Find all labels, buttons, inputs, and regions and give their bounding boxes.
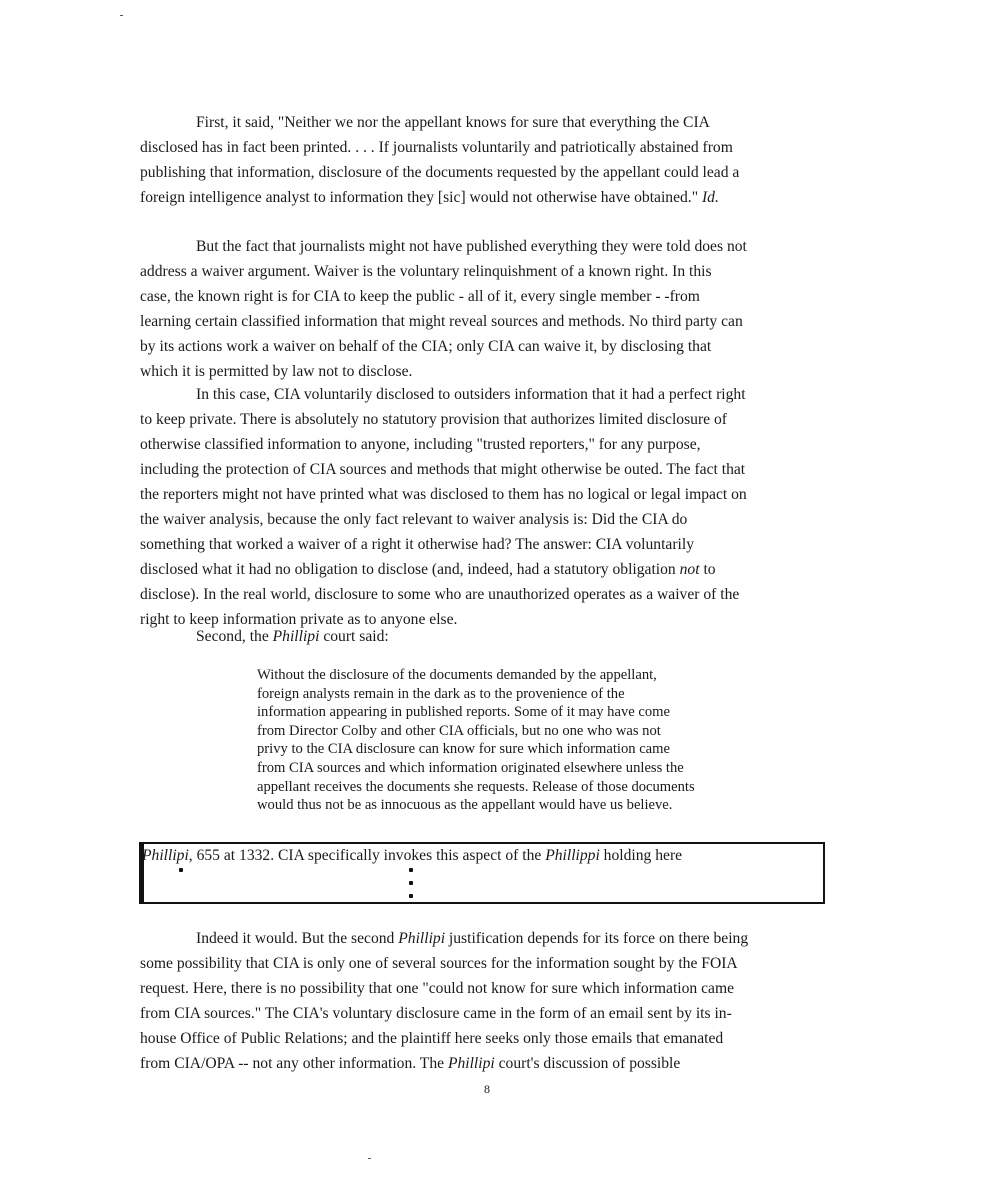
paragraph-line: house Office of Public Relations; and the plaintiff here seeks only those emails that emanated bbox=[140, 1030, 724, 1047]
quote-line: Without the disclosure of the documents demanded by the appellant, bbox=[257, 667, 657, 683]
paragraph-line bbox=[140, 926, 830, 951]
emphasis-not: not bbox=[679, 561, 700, 578]
paragraph-line-text: holding here bbox=[599, 847, 683, 864]
scan-speck bbox=[120, 15, 123, 16]
paragraph-line: publishing that information, disclosure of the documents requested by the appellant could lead a bbox=[140, 164, 740, 181]
case-name: Phillipi bbox=[398, 930, 446, 947]
paragraph-line bbox=[140, 557, 830, 582]
quote-line: information appearing in published reports. Some of it may have come bbox=[257, 704, 670, 721]
paragraph-4 bbox=[140, 624, 830, 649]
paragraph-line-text: Indeed it would. But the second bbox=[196, 930, 399, 947]
block-quote bbox=[257, 666, 777, 815]
paragraph-line: First, it said, "Neither we nor the appellant knows for sure that everything the CIA bbox=[196, 114, 710, 131]
paragraph-line: learning certain classified information that might reveal sources and methods. No third party can bbox=[140, 313, 743, 330]
paragraph-line-text: from CIA/OPA -- not any other information. The bbox=[140, 1055, 448, 1072]
paragraph-line bbox=[140, 1051, 830, 1076]
paragraph-line: request. Here, there is no possibility that one "could not know for sure which information came bbox=[140, 980, 735, 997]
paragraph-line: In this case, CIA voluntarily disclosed to outsiders information that it had a perfect right bbox=[196, 386, 746, 403]
paragraph-line: But the fact that journalists might not have published everything they were told does not bbox=[196, 238, 747, 255]
case-name: Phillipi bbox=[142, 847, 189, 864]
paragraph-3 bbox=[140, 382, 830, 632]
paragraph-line: the reporters might not have printed what was disclosed to them has no logical or legal impact on bbox=[140, 486, 747, 503]
paragraph-5 bbox=[140, 926, 830, 1076]
redaction-mark bbox=[409, 894, 413, 898]
paragraph-line-text: Second, the bbox=[196, 628, 273, 645]
paragraph-2 bbox=[140, 234, 830, 384]
quote-line: would thus not be as innocuous as the appellant would have us believe. bbox=[257, 797, 673, 814]
paragraph-line: address a waiver argument. Waiver is the voluntary relinquishment of a known right. In this bbox=[140, 263, 712, 280]
paragraph-line: by its actions work a waiver on behalf of the CIA; only CIA can waive it, by disclosing that bbox=[140, 338, 712, 355]
paragraph-line: to keep private. There is absolutely no statutory provision that authorizes limited disclosure of bbox=[140, 411, 727, 428]
paragraph-line: disclosed has in fact been printed. . . . If journalists voluntarily and patriotically abstained from bbox=[140, 139, 733, 156]
paragraph-line-text: court said: bbox=[319, 628, 389, 645]
case-name: Phillippi bbox=[545, 847, 600, 864]
paragraph-line: from CIA sources." The CIA's voluntary disclosure came in the form of an email sent by its in- bbox=[140, 1005, 732, 1022]
paragraph-line bbox=[140, 624, 830, 649]
paragraph-line: case, the known right is for CIA to keep the public - all of it, every single member - -from bbox=[140, 288, 700, 305]
redaction-mark bbox=[179, 868, 183, 872]
quote-line: from Director Colby and other CIA officials, but no one who was not bbox=[257, 722, 661, 739]
paragraph-line: the waiver analysis, because the only fact relevant to waiver analysis is: Did the CIA do bbox=[140, 511, 688, 528]
scan-speck bbox=[368, 1158, 371, 1159]
paragraph-line bbox=[140, 185, 830, 210]
paragraph-1 bbox=[140, 110, 830, 210]
paragraph-line: disclose). In the real world, disclosure to some who are unauthorized operates as a waiver of the bbox=[140, 586, 740, 603]
paragraph-line: some possibility that CIA is only one of several sources for the information sought by the FOIA bbox=[140, 955, 738, 972]
paragraph-line: right to keep information private as to anyone else. bbox=[140, 611, 458, 628]
id-citation: Id. bbox=[701, 189, 719, 206]
quote-line: appellant receives the documents she requests. Release of those documents bbox=[257, 778, 695, 795]
paragraph-line-text: justification depends for its force on there being bbox=[445, 930, 749, 947]
paragraph-line-text: court's discussion of possible bbox=[494, 1055, 681, 1072]
paragraph-line: which it is permitted by law not to disclose. bbox=[140, 363, 413, 380]
page-number: 8 bbox=[484, 1082, 490, 1096]
paragraph-line-text: disclosed what it had no obligation to disclose (and, indeed, had a statutory obligation bbox=[140, 561, 680, 578]
quote-line: foreign analysts remain in the dark as to the provenience of the bbox=[257, 685, 625, 702]
paragraph-line-text: foreign intelligence analyst to information they [sic] would not otherwise have obtained." bbox=[140, 189, 699, 206]
redaction-mark bbox=[409, 868, 413, 872]
case-name: Phillipi bbox=[447, 1055, 495, 1072]
paragraph-line-text: to bbox=[699, 561, 716, 578]
paragraph-line: something that worked a waiver of a right it otherwise had? The answer: CIA voluntarily bbox=[140, 536, 695, 553]
quote-line: from CIA sources and which information originated elsewhere unless the bbox=[257, 759, 684, 776]
paragraph-line: including the protection of CIA sources and methods that might otherwise be outed. The fact that bbox=[140, 461, 746, 478]
quote-line: privy to the CIA disclosure can know for sure which information came bbox=[257, 741, 670, 758]
paragraph-line: otherwise classified information to anyone, including "trusted reporters," for any purpose, bbox=[140, 436, 701, 453]
paragraph-line-text: , 655 at 1332. CIA specifically invokes this aspect of the bbox=[188, 847, 546, 864]
case-name: Phillipi bbox=[272, 628, 320, 645]
redaction-box bbox=[139, 842, 825, 904]
redaction-mark bbox=[409, 881, 413, 885]
